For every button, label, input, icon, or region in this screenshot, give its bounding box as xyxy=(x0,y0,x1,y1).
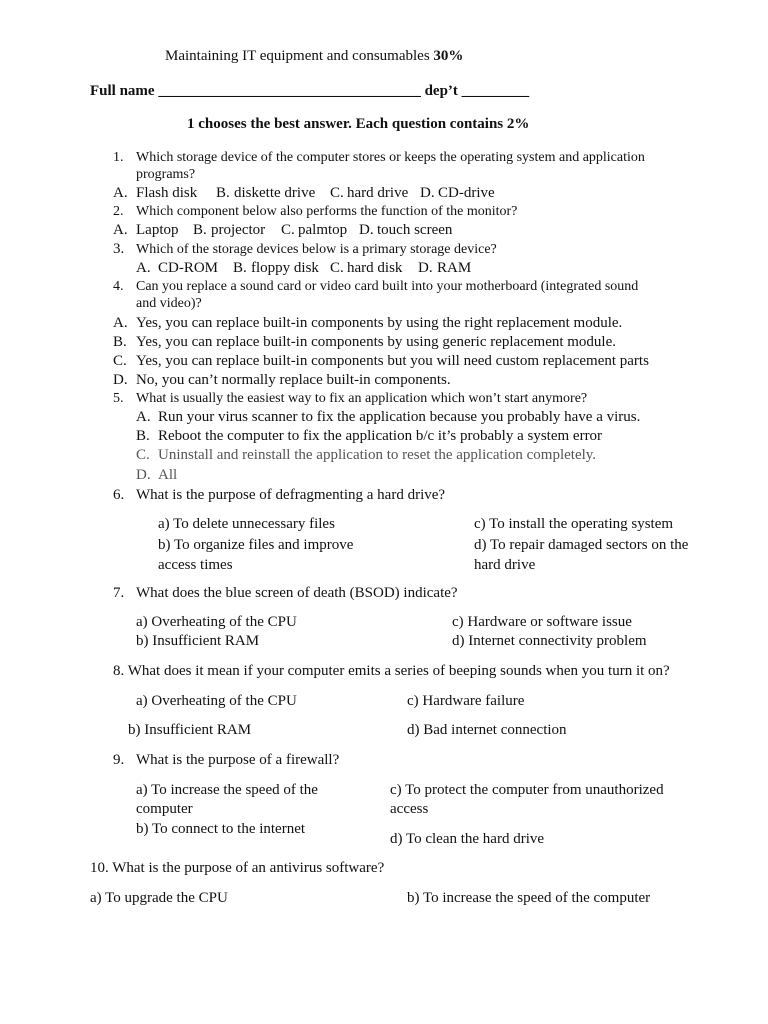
q2-opt-d: touch screen xyxy=(377,222,453,238)
q1-opt-a-letter: A. xyxy=(113,185,128,201)
title-percent: 30% xyxy=(433,48,464,64)
q2-opt-c: palmtop xyxy=(298,222,348,238)
q4-opt-d: No, you can’t normally replace built-in components. xyxy=(136,372,451,388)
q10-opt-b: b) To increase the speed of the computer xyxy=(407,890,651,906)
q10-opt-a: a) To upgrade the CPU xyxy=(90,890,228,906)
q5-opt-c: Uninstall and reinstall the application to reset the application completely. xyxy=(158,447,597,463)
q2-number: 2. xyxy=(113,204,124,219)
q4-opt-b-letter: B. xyxy=(113,334,127,350)
q5-opt-c-letter: C. xyxy=(136,447,150,463)
q3-number: 3. xyxy=(113,241,125,257)
q5-opt-d-letter: D. xyxy=(136,467,151,483)
q2-opt-b: projector xyxy=(211,222,266,238)
q6-opt-c: c) To install the operating system xyxy=(474,516,674,532)
q1-text: Which storage device of the computer stores or keeps the operating system and application programs? xyxy=(136,150,645,182)
q9-number: 9. xyxy=(113,752,125,768)
q7-opt-d: d) Internet connectivity problem xyxy=(452,633,647,649)
q1-opt-c: hard drive xyxy=(347,185,409,201)
q7-text: What does the blue screen of death (BSOD) indicate? xyxy=(136,585,458,601)
q4-opt-c: Yes, you can replace built-in components but you will need custom replacement parts xyxy=(136,353,649,369)
q4-opt-c-letter: C. xyxy=(113,353,127,369)
q2-opt-a: Laptop xyxy=(136,222,179,238)
q1-opt-d: CD-drive xyxy=(438,185,495,201)
q5-number: 5. xyxy=(113,391,124,406)
instruction: 1 chooses the best answer. Each question contains 2% xyxy=(187,116,530,132)
q6-opt-a: a) To delete unnecessary files xyxy=(158,516,335,532)
q8-opt-b: b) Insufficient RAM xyxy=(128,722,252,738)
q9-text: What is the purpose of a firewall? xyxy=(136,752,340,768)
q6-number: 6. xyxy=(113,487,125,503)
q2-opt-c-letter: C. xyxy=(281,222,295,238)
q1-opt-d-letter: D. xyxy=(420,185,435,201)
q5-opt-b-letter: B. xyxy=(136,428,150,444)
q4-opt-a-letter: A. xyxy=(113,315,128,331)
q6-opt-d: d) To repair damaged sectors on the hard drive xyxy=(474,537,689,573)
q5-opt-a-letter: A. xyxy=(136,409,151,425)
q2-opt-b-letter: B. xyxy=(193,222,207,238)
q2-opt-a-letter: A. xyxy=(113,222,128,238)
fullname-dept-line: Full name ___________________________________ dep’t _________ xyxy=(90,83,530,99)
q9-opt-a: a) To increase the speed of the computer xyxy=(136,782,318,817)
q7-number: 7. xyxy=(113,585,125,601)
q1-opt-b: diskette drive xyxy=(234,185,316,201)
q7-opt-c: c) Hardware or software issue xyxy=(452,614,632,630)
q2-opt-d-letter: D. xyxy=(359,222,374,238)
q4-opt-d-letter: D. xyxy=(113,372,128,388)
q3-opt-d-letter: D. xyxy=(418,260,433,276)
q9-opt-c: c) To protect the computer from unauthorized access xyxy=(390,782,664,817)
q8-opt-a: a) Overheating of the CPU xyxy=(136,693,297,709)
q4-opt-b: Yes, you can replace built-in components by using generic replacement module. xyxy=(136,334,617,350)
q7-opt-b: b) Insufficient RAM xyxy=(136,633,260,649)
q6-text: What is the purpose of defragmenting a hard drive? xyxy=(136,487,446,503)
q3-opt-a: CD-ROM xyxy=(158,260,219,276)
q9-opt-b: b) To connect to the internet xyxy=(136,821,306,837)
q1-opt-b-letter: B. xyxy=(216,185,230,201)
q3-opt-d: RAM xyxy=(437,260,472,276)
title-text: Maintaining IT equipment and consumables xyxy=(165,48,434,64)
q4-opt-a: Yes, you can replace built-in components by using the right replacement module. xyxy=(136,315,623,331)
q4-number: 4. xyxy=(113,279,124,294)
q3-opt-c: hard disk xyxy=(347,260,403,276)
q3-opt-c-letter: C. xyxy=(330,260,344,276)
q5-opt-d: All xyxy=(158,467,178,483)
q3-opt-b: floppy disk xyxy=(251,260,319,276)
q5-opt-a: Run your virus scanner to fix the application because you probably have a virus. xyxy=(158,409,641,425)
q8-text: 8. What does it mean if your computer emits a series of beeping sounds when you turn it on? xyxy=(113,663,670,679)
page-title xyxy=(165,47,463,66)
q1-opt-c-letter: C. xyxy=(330,185,344,201)
q3-opt-a-letter: A. xyxy=(136,260,151,276)
q4-text: Can you replace a sound card or video card built into your motherboard (integrated sound and video)? xyxy=(136,279,639,311)
q3-text: Which of the storage devices below is a primary storage device? xyxy=(136,242,497,257)
q8-opt-c: c) Hardware failure xyxy=(407,693,525,709)
q6-opt-b: b) To organize files and improve access times xyxy=(158,537,354,573)
q3-opt-b-letter: B. xyxy=(233,260,247,276)
q1-opt-a: Flash disk xyxy=(136,185,198,201)
q7-opt-a: a) Overheating of the CPU xyxy=(136,614,297,630)
q10-text: 10. What is the purpose of an antivirus software? xyxy=(90,860,385,876)
q1-number: 1. xyxy=(113,150,124,165)
q5-opt-b: Reboot the computer to fix the application b/c it’s probably a system error xyxy=(158,428,603,444)
q2-text: Which component below also performs the function of the monitor? xyxy=(136,204,518,219)
q8-opt-d: d) Bad internet connection xyxy=(407,722,567,738)
q9-opt-d: d) To clean the hard drive xyxy=(390,831,545,847)
q5-text: What is usually the easiest way to fix an application which won’t start anymore? xyxy=(136,391,588,406)
